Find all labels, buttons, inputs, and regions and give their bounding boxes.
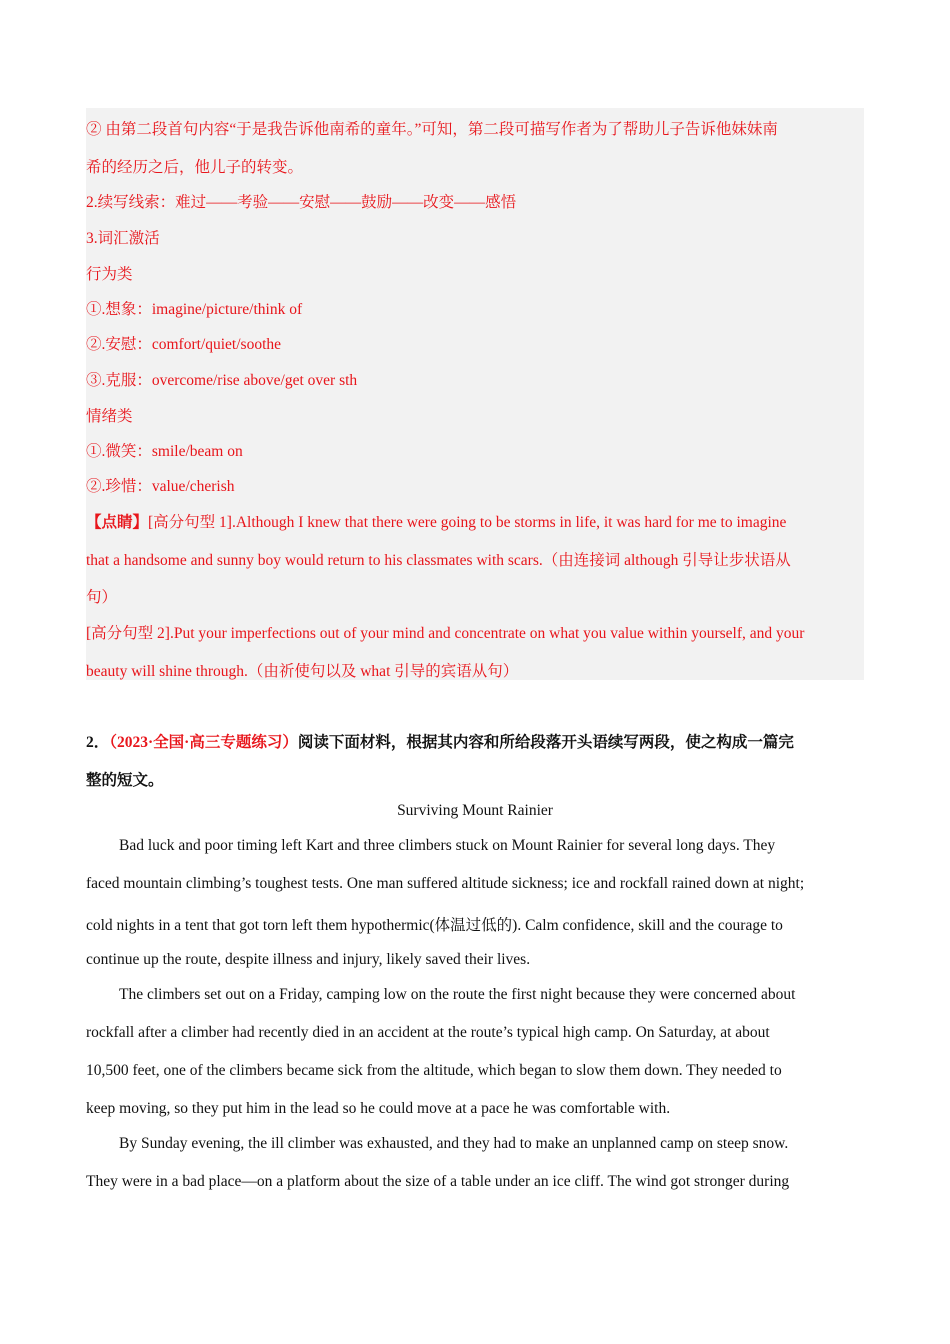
passage-p1-line2: faced mountain climbing’s toughest tests. One man suffered altitude sickness; ice and rockfall rained down at night; <box>86 875 805 892</box>
answer-point2-line2: 希的经历之后，他儿子的转变。 <box>86 159 304 176</box>
continuation-clue: 2.续写线索：难过——考验——安慰——鼓励——改变——感悟 <box>86 194 517 211</box>
high-score-sentence-1-line3: 句） <box>86 589 118 606</box>
passage-p2-line3: 10,500 feet, one of the climbers became sick from the altitude, which began to slow them down. They needed to <box>86 1062 782 1079</box>
behavior-heading: 行为类 <box>86 266 133 283</box>
passage-p3-line1: By Sunday evening, the ill climber was exhausted, and they had to make an unplanned camp on steep snow. <box>119 1135 789 1152</box>
highlight-tag: 【点睛】 <box>86 514 149 531</box>
passage-p2-line1: The climbers set out on a Friday, camping low on the route the first night because they were concerned about <box>119 986 796 1003</box>
passage-p1-line4: continue up the route, despite illness and injury, likely saved their lives. <box>86 951 531 968</box>
question-2-header-line1 <box>86 730 794 752</box>
emotion-item-smile: ①.微笑：smile/beam on <box>86 443 243 460</box>
passage-p3-line2: They were in a bad place—on a platform about the size of a table under an ice cliff. The wind got stronger during <box>86 1173 790 1190</box>
behavior-item-overcome: ③.克服：overcome/rise above/get over sth <box>86 372 358 389</box>
high-score-sentence-1-line2: that a handsome and sunny boy would return to his classmates with scars.（由连接词 although 引导让步状语从 <box>86 552 791 569</box>
question-source: （2023·全国·高三专题练习） <box>109 734 298 751</box>
high-score-sentence-2-line1: [高分句型 2].Put your imperfections out of your mind and concentrate on what you value within yourself, and your <box>86 625 805 642</box>
question-number: 2． <box>86 734 110 751</box>
passage-p2-line2: rockfall after a climber had recently died in an accident at the route’s typical high camp. On Saturday, at about <box>86 1024 770 1041</box>
emotion-item-cherish: ②.珍惜：value/cherish <box>86 478 235 495</box>
high-score-sentence-1-line1 <box>86 510 786 532</box>
vocab-heading: 3.词汇激活 <box>86 230 160 247</box>
passage-title: Surviving Mount Rainier <box>397 802 553 819</box>
high-score-sentence-2-line2: beauty will shine through.（由祈使句以及 what 引导的宾语从句） <box>86 663 519 680</box>
question-instruction: 阅读下面材料，根据其内容和所给段落开头语续写两段，使之构成一篇完 <box>297 734 794 751</box>
behavior-item-imagine: ①.想象：imagine/picture/think of <box>86 301 303 318</box>
behavior-item-comfort: ②.安慰：comfort/quiet/soothe <box>86 336 282 353</box>
question-2-header-line2: 整的短文。 <box>86 772 164 789</box>
sentence1-text: [高分句型 1].Although I knew that there were going to be storms in life, it was hard for me to imagine <box>148 514 787 531</box>
answer-point2-line1: ② 由第二段首句内容“于是我告诉他南希的童年。”可知，第二段可描写作者为了帮助儿子告诉他妹妹南 <box>86 121 778 138</box>
passage-p1-line1: Bad luck and poor timing left Kart and three climbers stuck on Mount Rainier for several long days. They <box>119 837 776 854</box>
passage-p1-line3: cold nights in a tent that got torn left them hypothermic(体温过低的). Calm confidence, skill and the courage to <box>86 917 783 934</box>
emotion-heading: 情绪类 <box>86 408 133 425</box>
passage-p2-line4: keep moving, so they put him in the lead so he could move at a pace he was comfortable with. <box>86 1100 671 1117</box>
